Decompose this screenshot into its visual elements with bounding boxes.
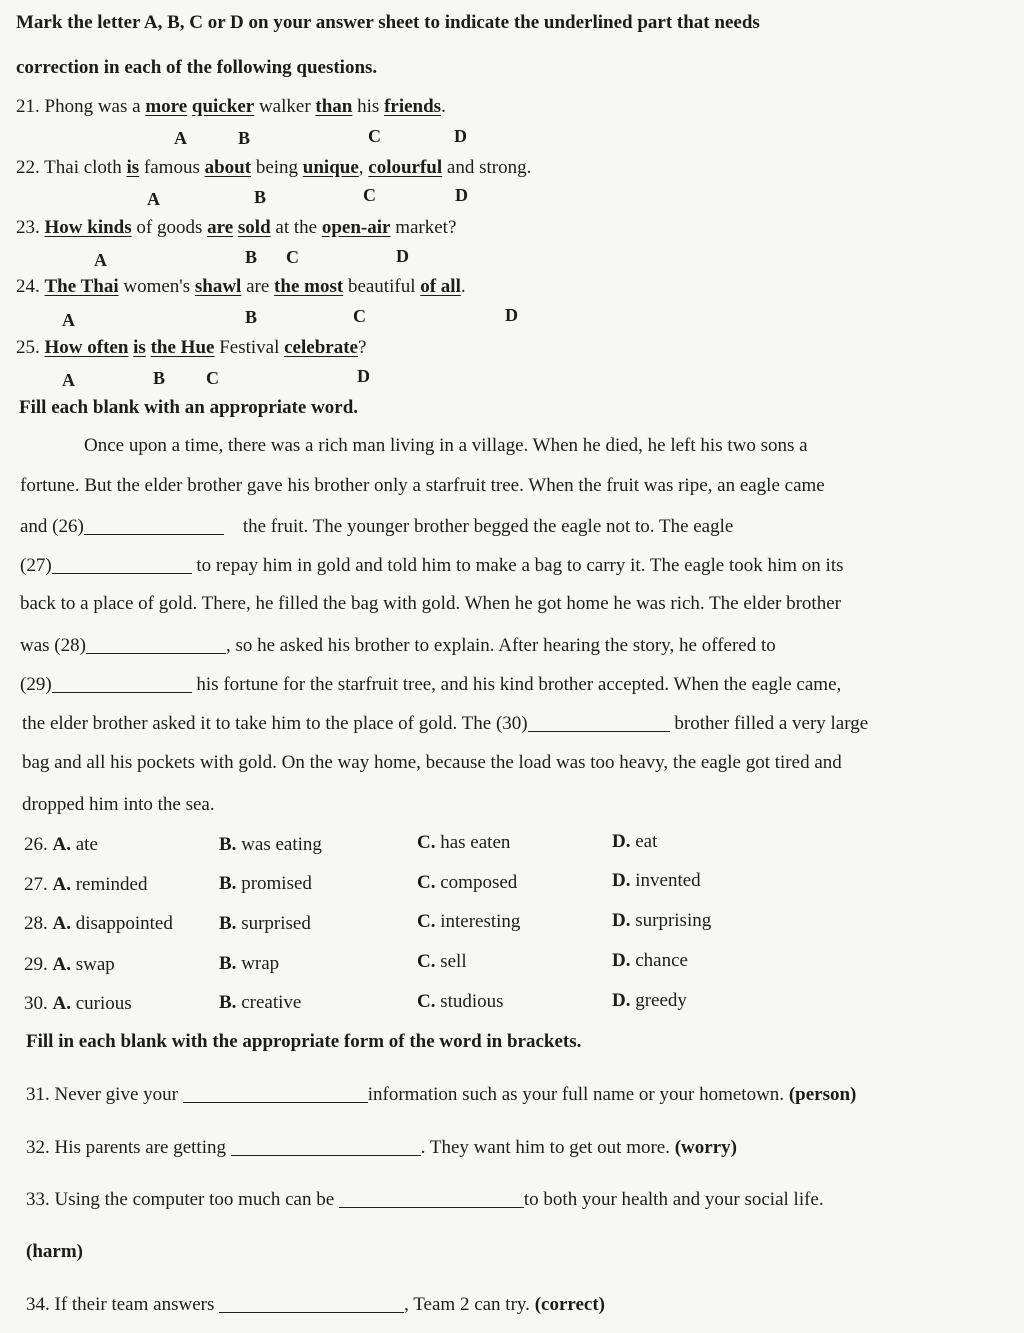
q22-part-a: is [126,157,140,178]
question-34 [26,1293,605,1316]
q33-text-rest: to both your health and your social life. [523,1189,824,1210]
q21-sep3: his [352,96,385,117]
passage-line-2: fortune. But the elder brother gave his brother only a starfruit tree. When the fruit was ripe, an eagle came [20,475,825,496]
q22-letter-a: A [147,189,160,209]
passage-line-5: back to a place of gold. There, he filled the bag with gold. When he got home he was rich. The elder brother [20,593,841,614]
q30-option-a[interactable] [24,993,132,1015]
q23-end: market? [390,217,457,238]
q21-part-d: friends [384,96,442,117]
option-text: sell [440,951,467,972]
option-text: invented [635,870,701,891]
q24-letter-c: C [353,306,366,326]
question-33 [26,1188,824,1211]
q23-part-a: How kinds [44,217,132,238]
blank-26[interactable] [84,515,224,535]
option-key-a: A. [52,993,71,1014]
option-key-c: C. [417,911,436,932]
passage-line-8 [22,712,868,735]
blank-27-label: (27) [20,555,52,576]
q21-part-a: more [145,96,188,117]
q28-option-b[interactable] [219,913,311,935]
q28-num: 28. [24,913,48,934]
option-key-a: A. [52,954,71,975]
q22-letter-c: C [363,185,376,205]
q32-word: (worry) [674,1137,737,1158]
q23-text: 23. [16,217,45,238]
option-text: studious [440,991,504,1012]
q27-option-c[interactable] [417,872,517,894]
blank-28-label: was (28) [20,635,86,656]
q24-sep1: women's [118,276,195,297]
q22-end: and strong. [442,157,532,178]
q24-letter-b: B [245,307,258,327]
section2-instruction: Fill each blank with an appropriate word. [19,397,359,418]
section1-instruction-line2: correction in each of the following questions. [16,57,378,78]
option-key-b: B. [219,953,237,974]
q24-part-a: The Thai [44,276,119,297]
passage-line-4-rest: to repay him in gold and told him to make a bag to carry it. The eagle took him on its [191,555,844,576]
option-text: surprising [635,910,712,931]
q25-text: 25. [16,337,45,358]
q27-option-a[interactable] [24,874,148,896]
option-key-c: C. [417,832,436,853]
q30-num: 30. [24,993,48,1014]
q24-letter-a: A [62,310,75,330]
q23-sep3: at the [270,217,322,238]
passage-line-10: dropped him into the sea. [22,794,215,815]
option-text: was eating [241,834,322,855]
q23-letter-a: A [94,250,107,270]
q25-part-b: is [133,337,146,358]
q22-part-d: colourful [368,157,443,178]
q30-option-b[interactable] [219,992,301,1014]
option-key-d: D. [612,990,631,1011]
q29-option-b[interactable] [219,953,279,975]
q26-option-c[interactable] [417,832,510,854]
q29-option-a[interactable] [24,954,115,976]
option-key-b: B. [219,913,237,934]
question-32 [26,1136,737,1159]
question-21 [16,96,446,118]
q30-option-c[interactable] [417,991,504,1013]
option-text: eat [635,831,658,852]
question-24 [16,276,466,298]
q21-text: 21. Phong was a [16,96,146,117]
blank-29-label: (29) [20,674,52,695]
q31-text-rest: information such as your full name or your hometown. [367,1084,789,1105]
blank-29[interactable] [52,673,192,693]
question-23 [16,217,456,239]
q21-letter-c: C [368,126,381,146]
question-31 [26,1083,856,1106]
option-key-a: A. [52,834,71,855]
q22-sep3: , [358,157,369,178]
q27-option-d[interactable] [612,870,701,892]
question-25 [16,337,366,359]
q22-text: 22. Thai cloth [16,157,127,178]
passage-line-6 [20,634,776,657]
option-text: chance [635,950,688,971]
q24-letter-d: D [505,305,518,325]
q24-part-c: the most [274,276,344,297]
q24-sep3: beautiful [343,276,421,297]
option-key-c: C. [417,872,436,893]
passage-line-3-rest: the fruit. The younger brother begged the eagle not to. The eagle [242,516,734,537]
q24-text: 24. [16,276,45,297]
q26-option-b[interactable] [219,834,322,856]
blank-26-label: and (26) [20,516,84,537]
q25-letter-c: C [206,368,219,388]
option-key-a: A. [52,874,71,895]
q32-text: 32. His parents are getting [26,1137,231,1158]
q33-text: 33. Using the computer too much can be [26,1189,339,1210]
q21-part-c: than [315,96,353,117]
passage-line-7 [20,673,841,696]
q26-option-a[interactable] [24,834,98,856]
q23-letter-c: C [286,247,299,267]
option-key-b: B. [219,834,237,855]
q25-part-d: celebrate [284,337,358,358]
q32-text-rest: . They want him to get out more. [420,1137,675,1158]
q34-text: 34. If their team answers [26,1294,220,1315]
q21-end: . [441,96,446,117]
q30-option-d[interactable] [612,990,687,1012]
q34-blank[interactable] [219,1293,404,1313]
q23-sep1: of goods [131,217,208,238]
q22-letter-b: B [254,187,267,207]
q25-part-c: the Hue [150,337,215,358]
q25-part-a: How often [44,337,129,358]
q28-option-d[interactable] [612,910,711,932]
option-text: greedy [635,990,687,1011]
passage-line-8-rest: brother filled a very large [669,713,869,734]
q21-letter-a: A [174,128,187,148]
q31-blank[interactable] [183,1083,368,1103]
q22-sep2: being [251,157,303,178]
option-text: composed [440,872,518,893]
q33-blank[interactable] [339,1188,524,1208]
option-text: surprised [241,913,311,934]
q23-part-b: are [207,217,234,238]
q21-letter-b: B [238,128,251,148]
passage-line-1: Once upon a time, there was a rich man living in a village. When he died, he left his two sons a [84,435,808,456]
option-text: has eaten [440,832,511,853]
option-key-b: B. [219,992,237,1013]
passage-line-9: bag and all his pockets with gold. On the way home, because the load was too heavy, the eagle got tired and [22,752,842,773]
question-22 [16,157,531,179]
q29-option-d[interactable] [612,950,688,972]
q21-part-b: quicker [191,96,255,117]
q23-part-c: sold [237,217,271,238]
q25-letter-b: B [153,368,166,388]
q24-end: . [460,276,466,297]
q26-num: 26. [24,834,48,855]
option-text: interesting [440,911,521,932]
q22-part-c: unique [302,157,359,178]
q21-sep2: walker [254,96,316,117]
q22-part-b: about [204,157,252,178]
option-key-d: D. [612,950,631,971]
q29-option-c[interactable] [417,951,467,973]
q21-letter-d: D [454,126,467,146]
q33-word: (harm) [26,1241,83,1262]
passage-line-4 [20,554,844,577]
q24-part-d: of all [420,276,461,297]
q34-word: (correct) [534,1294,605,1315]
option-text: promised [241,873,312,894]
q24-sep2: are [241,276,275,297]
blank-28[interactable] [86,634,226,654]
q23-letter-b: B [245,247,258,267]
option-key-b: B. [219,873,237,894]
blank-27[interactable] [52,554,192,574]
q23-part-d: open-air [321,217,391,238]
q29-num: 29. [24,954,48,975]
q24-part-b: shawl [194,276,242,297]
section1-instruction-line1: Mark the letter A, B, C or D on your answer sheet to indicate the underlined part that needs [16,12,760,33]
option-text: ate [75,834,98,855]
q31-text: 31. Never give your [26,1084,183,1105]
q25-letter-d: D [357,366,370,386]
blank-30-label: the elder brother asked it to take him to the place of gold. The (30) [22,713,528,734]
q25-end: ? [357,337,367,358]
option-key-d: D. [612,870,631,891]
option-key-c: C. [417,991,436,1012]
q25-letter-a: A [62,370,75,390]
option-key-c: C. [417,951,436,972]
option-key-d: D. [612,910,631,931]
passage-line-3 [20,515,733,538]
q23-letter-d: D [396,246,409,266]
q26-option-d[interactable] [612,831,657,853]
q32-blank[interactable] [231,1136,421,1156]
spacer [224,516,243,537]
q28-option-a[interactable] [24,913,173,935]
q31-word: (person) [788,1084,857,1105]
option-text: creative [241,992,302,1013]
q28-option-c[interactable] [417,911,520,933]
passage-line-6-rest: , so he asked his brother to explain. After hearing the story, he offered to [225,635,776,656]
q27-num: 27. [24,874,48,895]
q25-sep3: Festival [214,337,285,358]
option-key-a: A. [52,913,71,934]
section3-instruction: Fill in each blank with the appropriate form of the word in brackets. [26,1031,582,1052]
option-text: wrap [241,953,280,974]
passage-line-7-rest: his fortune for the starfruit tree, and his kind brother accepted. When the eagle came, [191,674,842,695]
option-text: reminded [75,874,148,895]
q22-letter-d: D [455,185,468,205]
option-text: swap [75,954,115,975]
q34-text-rest: , Team 2 can try. [404,1294,535,1315]
option-key-d: D. [612,831,631,852]
option-text: curious [75,993,132,1014]
blank-30[interactable] [528,712,670,732]
option-text: disappointed [75,913,173,934]
q27-option-b[interactable] [219,873,312,895]
q22-sep1: famous [139,157,205,178]
